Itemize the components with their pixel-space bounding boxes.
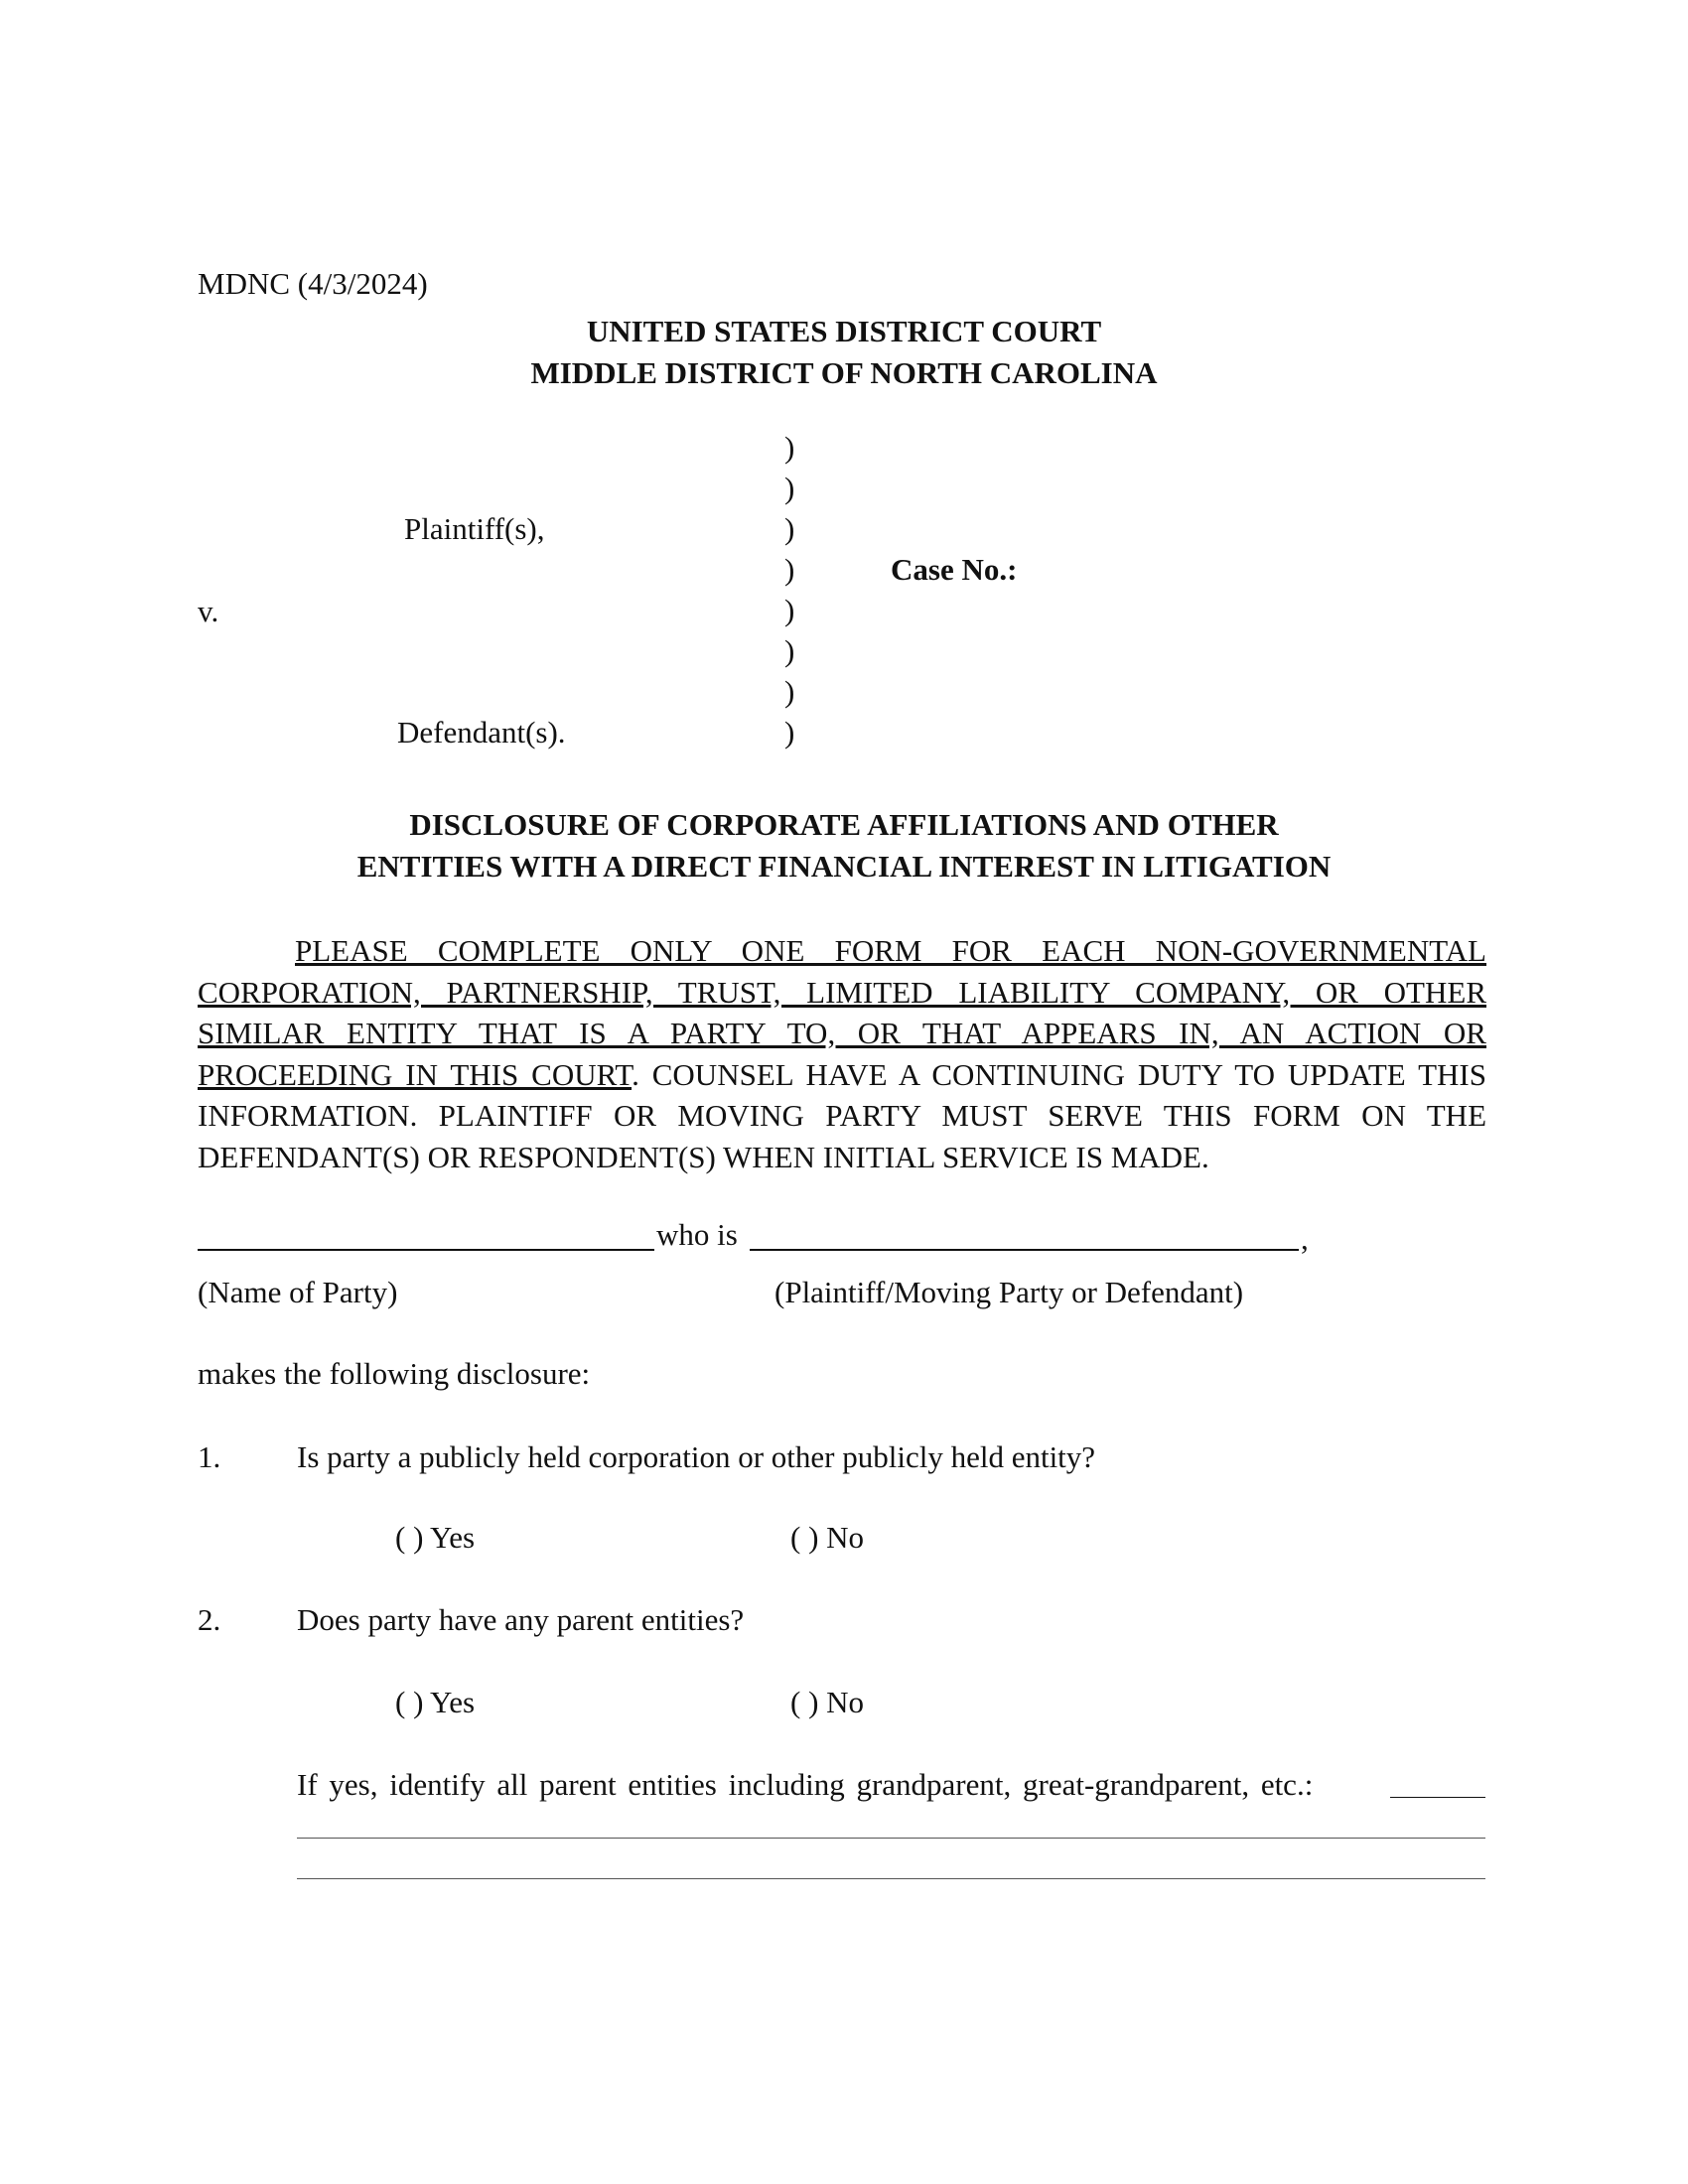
caption-paren: ) <box>784 593 795 627</box>
party-role-caption: (Plaintiff/Moving Party or Defendant) <box>774 1275 1244 1309</box>
question-1-text: Is party a publicly held corporation or other publicly held entity? <box>297 1439 1096 1474</box>
caption-paren: ) <box>784 471 795 505</box>
question-1-number: 1. <box>198 1439 221 1474</box>
makes-disclosure-text: makes the following disclosure: <box>198 1356 591 1391</box>
caption-paren: ) <box>784 674 795 709</box>
question-2-no-option[interactable]: ( ) No <box>790 1685 865 1719</box>
party-name-field[interactable] <box>198 1249 654 1251</box>
party-name-caption: (Name of Party) <box>198 1275 398 1309</box>
question-2-text: Does party have any parent entities? <box>297 1602 745 1637</box>
caption-bracket-column <box>784 432 794 757</box>
parent-entities-field[interactable] <box>1390 1797 1485 1798</box>
caption-paren: ) <box>784 430 795 465</box>
question-1-yes-option[interactable]: ( ) Yes <box>395 1520 476 1555</box>
plaintiff-label: Plaintiff(s), <box>404 511 545 546</box>
case-number-label: Case No.: <box>891 552 1018 587</box>
form-title <box>0 809 1688 892</box>
versus-label: v. <box>198 594 219 628</box>
caption-paren: ) <box>784 633 795 668</box>
form-id: MDNC (4/3/2024) <box>198 266 428 301</box>
caption-paren: ) <box>784 511 795 546</box>
question-2-followup: If yes, identify all parent entities including grandparent, great-grandparent, etc.: <box>297 1767 1314 1802</box>
parent-entities-line[interactable] <box>297 1838 1485 1839</box>
instructions-paragraph <box>198 930 1486 1177</box>
parent-entities-line[interactable] <box>297 1878 1485 1879</box>
form-title-line1: DISCLOSURE OF CORPORATE AFFILIATIONS AND OTHER <box>409 807 1279 842</box>
court-district: MIDDLE DISTRICT OF NORTH CAROLINA <box>530 355 1158 390</box>
question-1-no-option[interactable]: ( ) No <box>790 1520 865 1555</box>
caption-paren: ) <box>784 715 795 750</box>
question-2-number: 2. <box>198 1602 221 1637</box>
defendant-label: Defendant(s). <box>397 715 566 750</box>
instructions-plain: . COUNSEL HAVE A CONTINUING DUTY TO UPDATE THIS INFORMATION. PLAINTIFF OR MOVING PARTY MUST SERVE THIS FORM ON THE DEFENDANT(S) OR RESPONDENT(S) WHEN INITIAL SERVICE IS MADE. <box>198 1056 1486 1174</box>
form-title-line2: ENTITIES WITH A DIRECT FINANCIAL INTEREST IN LITIGATION <box>356 849 1332 884</box>
comma: , <box>1301 1221 1309 1256</box>
caption-paren: ) <box>784 552 795 587</box>
who-is-label: who is <box>656 1217 738 1252</box>
court-heading <box>0 316 1688 399</box>
court-name: UNITED STATES DISTRICT COURT <box>586 314 1102 348</box>
party-role-field[interactable] <box>750 1249 1299 1251</box>
question-2-yes-option[interactable]: ( ) Yes <box>395 1685 476 1719</box>
instructions-underlined: PLEASE COMPLETE ONLY ONE FORM FOR EACH NON-GOVERNMENTAL CORPORATION, PARTNERSHIP, TRUST, LIMITED LIABILITY COMPANY, OR OTHER SIMILAR ENTITY THAT IS A PARTY TO, OR THAT APPEARS IN, AN ACTION OR PROCEEDING IN THIS COURT <box>198 933 1486 1092</box>
